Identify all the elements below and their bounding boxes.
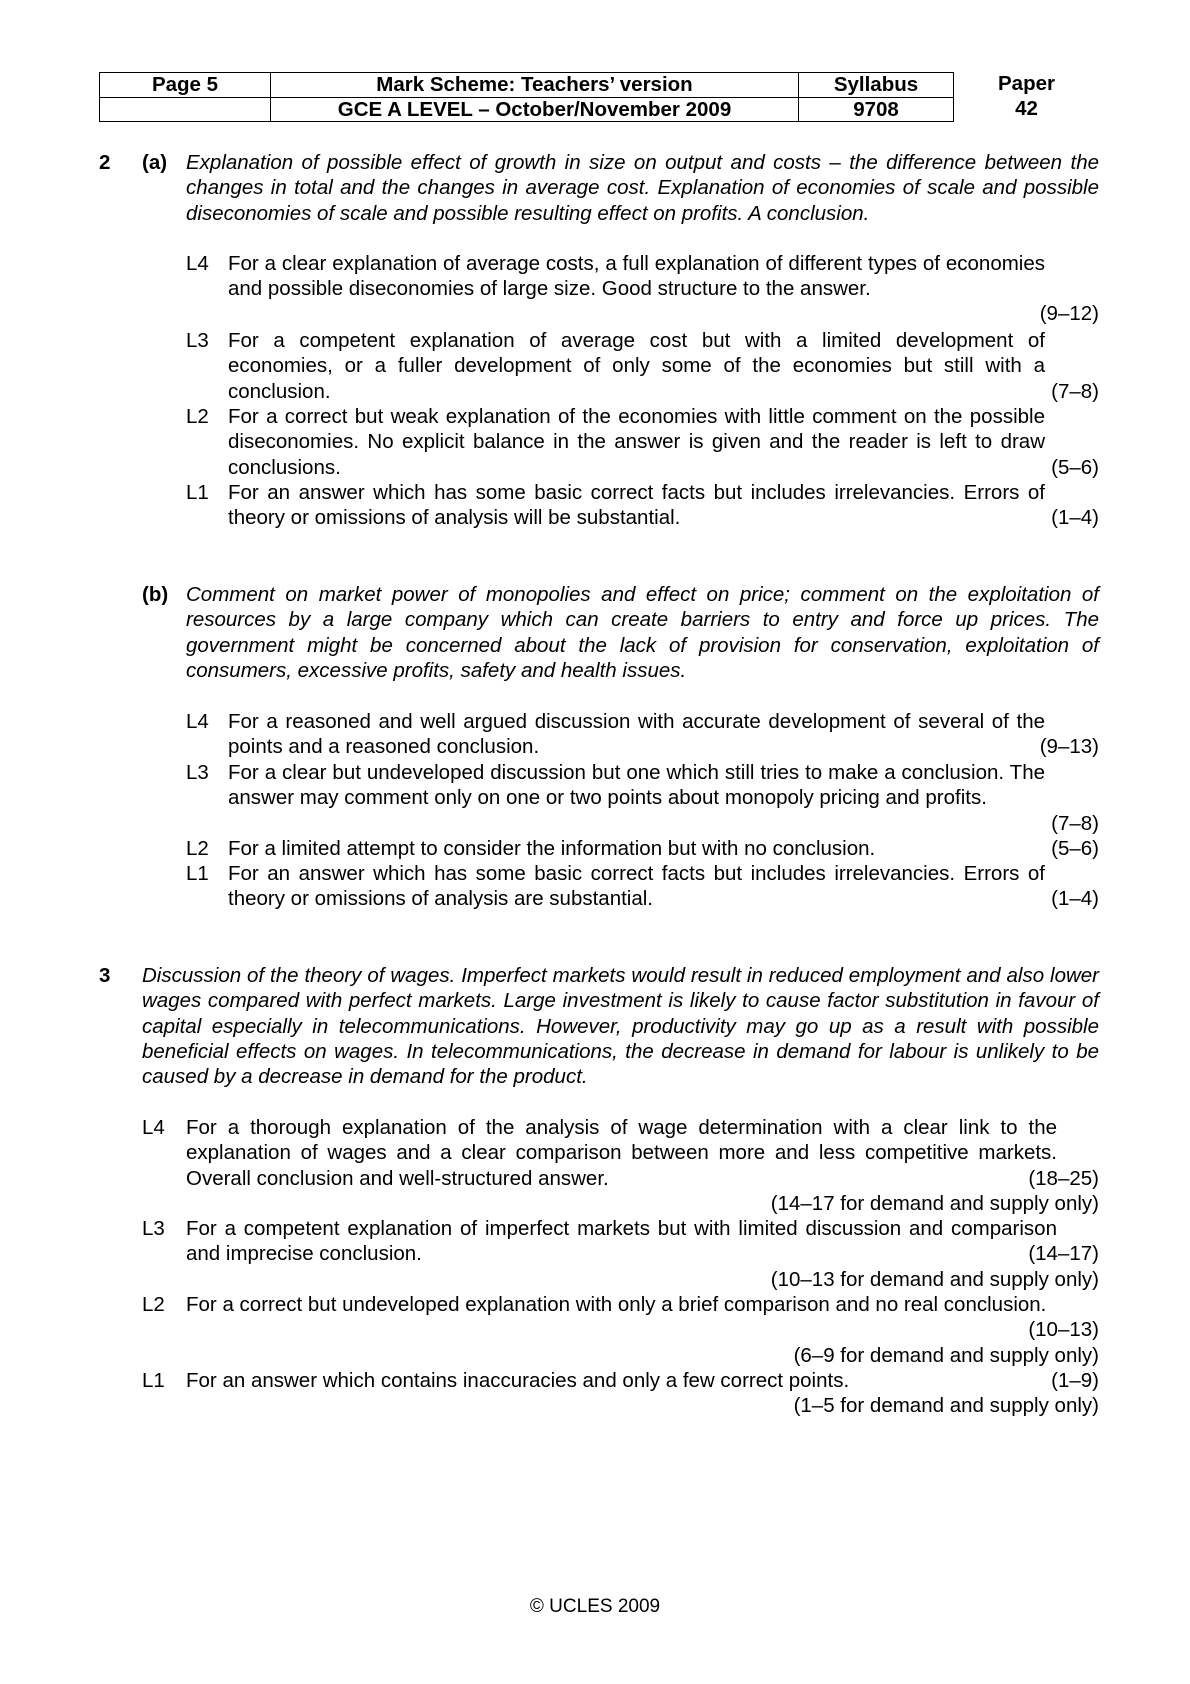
- level-text: For an answer which has some basic correct facts but includes irrelevancies. Errors of theory or omissions of analysis will be substantial.: [228, 481, 1045, 530]
- syllabus-code-cell: 9708: [798, 97, 954, 122]
- mark-range: (7–8): [1051, 811, 1099, 835]
- level-text: For an answer which contains inaccuracies and only a few correct points.: [186, 1369, 850, 1392]
- mark-range: (14–17): [1028, 1242, 1099, 1266]
- level-label: L1: [142, 1369, 165, 1392]
- mark-note: (6–9 for demand and supply only): [793, 1343, 1099, 1367]
- copyright-footer: © UCLES 2009: [529, 1596, 661, 1617]
- mark-range: (1–4): [1051, 887, 1099, 911]
- part-label: (b): [142, 583, 169, 606]
- header-row: [99, 72, 1099, 97]
- mark-range: (7–8): [1051, 379, 1099, 403]
- question-number: 3: [99, 964, 111, 987]
- mark-range: (5–6): [1051, 455, 1099, 479]
- page-number-cell: Page 5: [99, 72, 270, 97]
- mark-range: (9–12): [1039, 302, 1099, 325]
- level-label: L2: [186, 837, 209, 860]
- level-label: L2: [186, 405, 209, 428]
- paper-number-cell: 42: [1015, 97, 1038, 120]
- level-descriptor: [142, 1292, 1099, 1368]
- level-descriptor: [186, 404, 1099, 480]
- level-text: For a correct but undeveloped explanation with only a brief comparison and no real conclusion.: [186, 1293, 1047, 1316]
- mark-range: (9–13): [1039, 735, 1099, 759]
- empty-cell: [99, 97, 270, 122]
- level-label: L3: [142, 1217, 165, 1240]
- level-text: For a clear but undeveloped discussion but one which still tries to make a conclusion. The answer may comment only on one or two points about monopoly pricing and profits.: [228, 761, 1045, 810]
- level-descriptor: [186, 836, 1099, 862]
- mark-range: (5–6): [1051, 837, 1099, 860]
- header-row: [99, 97, 1099, 122]
- level-label: L2: [142, 1293, 165, 1316]
- level-text: For a competent explanation of average cost but with a limited development of economies, or a fuller development of only some of the economies but still with a conclusion.: [228, 329, 1045, 403]
- paper-label-cell: Paper: [998, 72, 1055, 95]
- level-label: L1: [186, 862, 209, 885]
- mark-range: (18–25): [1028, 1166, 1099, 1190]
- part-description: Comment on market power of monopolies and effect on price; comment on the exploitation of resources by a large company which can create barriers to entry and force up prices. The government might be concerned about the lack of provision for conservation, exploitation of consumers, excessive profits, safety and health issues.: [186, 583, 1099, 682]
- mark-note: (1–5 for demand and supply only): [793, 1394, 1099, 1418]
- level-text: For a reasoned and well argued discussion with accurate development of several of the points and a reasoned conclusion.: [228, 710, 1045, 759]
- level-descriptor: [186, 861, 1099, 913]
- document-title-cell: Mark Scheme: Teachers’ version: [270, 72, 798, 97]
- level-label: L4: [186, 252, 209, 275]
- level-descriptor: [142, 1216, 1099, 1292]
- level-label: L1: [186, 481, 209, 504]
- mark-range: (10–13): [1028, 1318, 1099, 1342]
- level-text: For a limited attempt to consider the information but with no conclusion.: [228, 837, 876, 860]
- level-descriptor: [142, 1368, 1099, 1420]
- level-text: For a thorough explanation of the analysis of wage determination with a clear link to the explanation of wages and a clear comparison between more and less competitive markets. Overall conclusion and well-structured answer.: [186, 1116, 1057, 1190]
- question-description: Discussion of the theory of wages. Imperfect markets would result in reduced employment and also lower wages compared with perfect markets. Large investment is likely to cause factor substitution in favour of capital especially in telecommunications. However, productivity may go up as a result with possible beneficial effects on wages. In telecommunications, the decrease in demand for labour is unlikely to be caused by a decrease in demand for the product.: [142, 964, 1099, 1089]
- level-descriptor: [142, 1115, 1099, 1217]
- part-description: Explanation of possible effect of growth in size on output and costs – the difference between the changes in total and the changes in average cost. Explanation of economies of scale and possible diseconomies of scale and possible resulting effect on profits. A conclusion.: [186, 151, 1099, 225]
- level-descriptor: [186, 480, 1099, 532]
- level-descriptor: [186, 251, 1099, 325]
- level-text: For an answer which has some basic correct facts but includes irrelevancies. Errors of theory or omissions of analysis are substantial.: [228, 862, 1045, 911]
- level-descriptor: [186, 328, 1099, 404]
- level-text: For a clear explanation of average costs, a full explanation of different types of economies and possible diseconomies of large size. Good structure to the answer.: [228, 252, 1045, 301]
- level-text: For a competent explanation of imperfect markets but with limited discussion and comparison and imprecise conclusion.: [186, 1217, 1057, 1266]
- level-label: L4: [142, 1116, 165, 1139]
- level-label: L4: [186, 710, 209, 733]
- part-label: (a): [142, 151, 168, 174]
- question-number: 2: [99, 151, 111, 174]
- mark-range: (1–4): [1051, 506, 1099, 530]
- mark-range: (1–9): [1051, 1369, 1099, 1392]
- header-table: [99, 72, 1099, 122]
- level-label: L3: [186, 329, 209, 352]
- level-descriptor: [186, 760, 1099, 836]
- level-descriptor: [186, 709, 1099, 761]
- level-label: L3: [186, 761, 209, 784]
- syllabus-label-cell: Syllabus: [798, 72, 954, 97]
- level-text: For a correct but weak explanation of the economies with little comment on the possible diseconomies. No explicit balance in the answer is given and the reader is left to draw conclusions.: [228, 405, 1045, 479]
- exam-session-cell: GCE A LEVEL – October/November 2009: [270, 97, 798, 122]
- mark-note: (14–17 for demand and supply only): [770, 1191, 1099, 1215]
- mark-note: (10–13 for demand and supply only): [770, 1267, 1099, 1291]
